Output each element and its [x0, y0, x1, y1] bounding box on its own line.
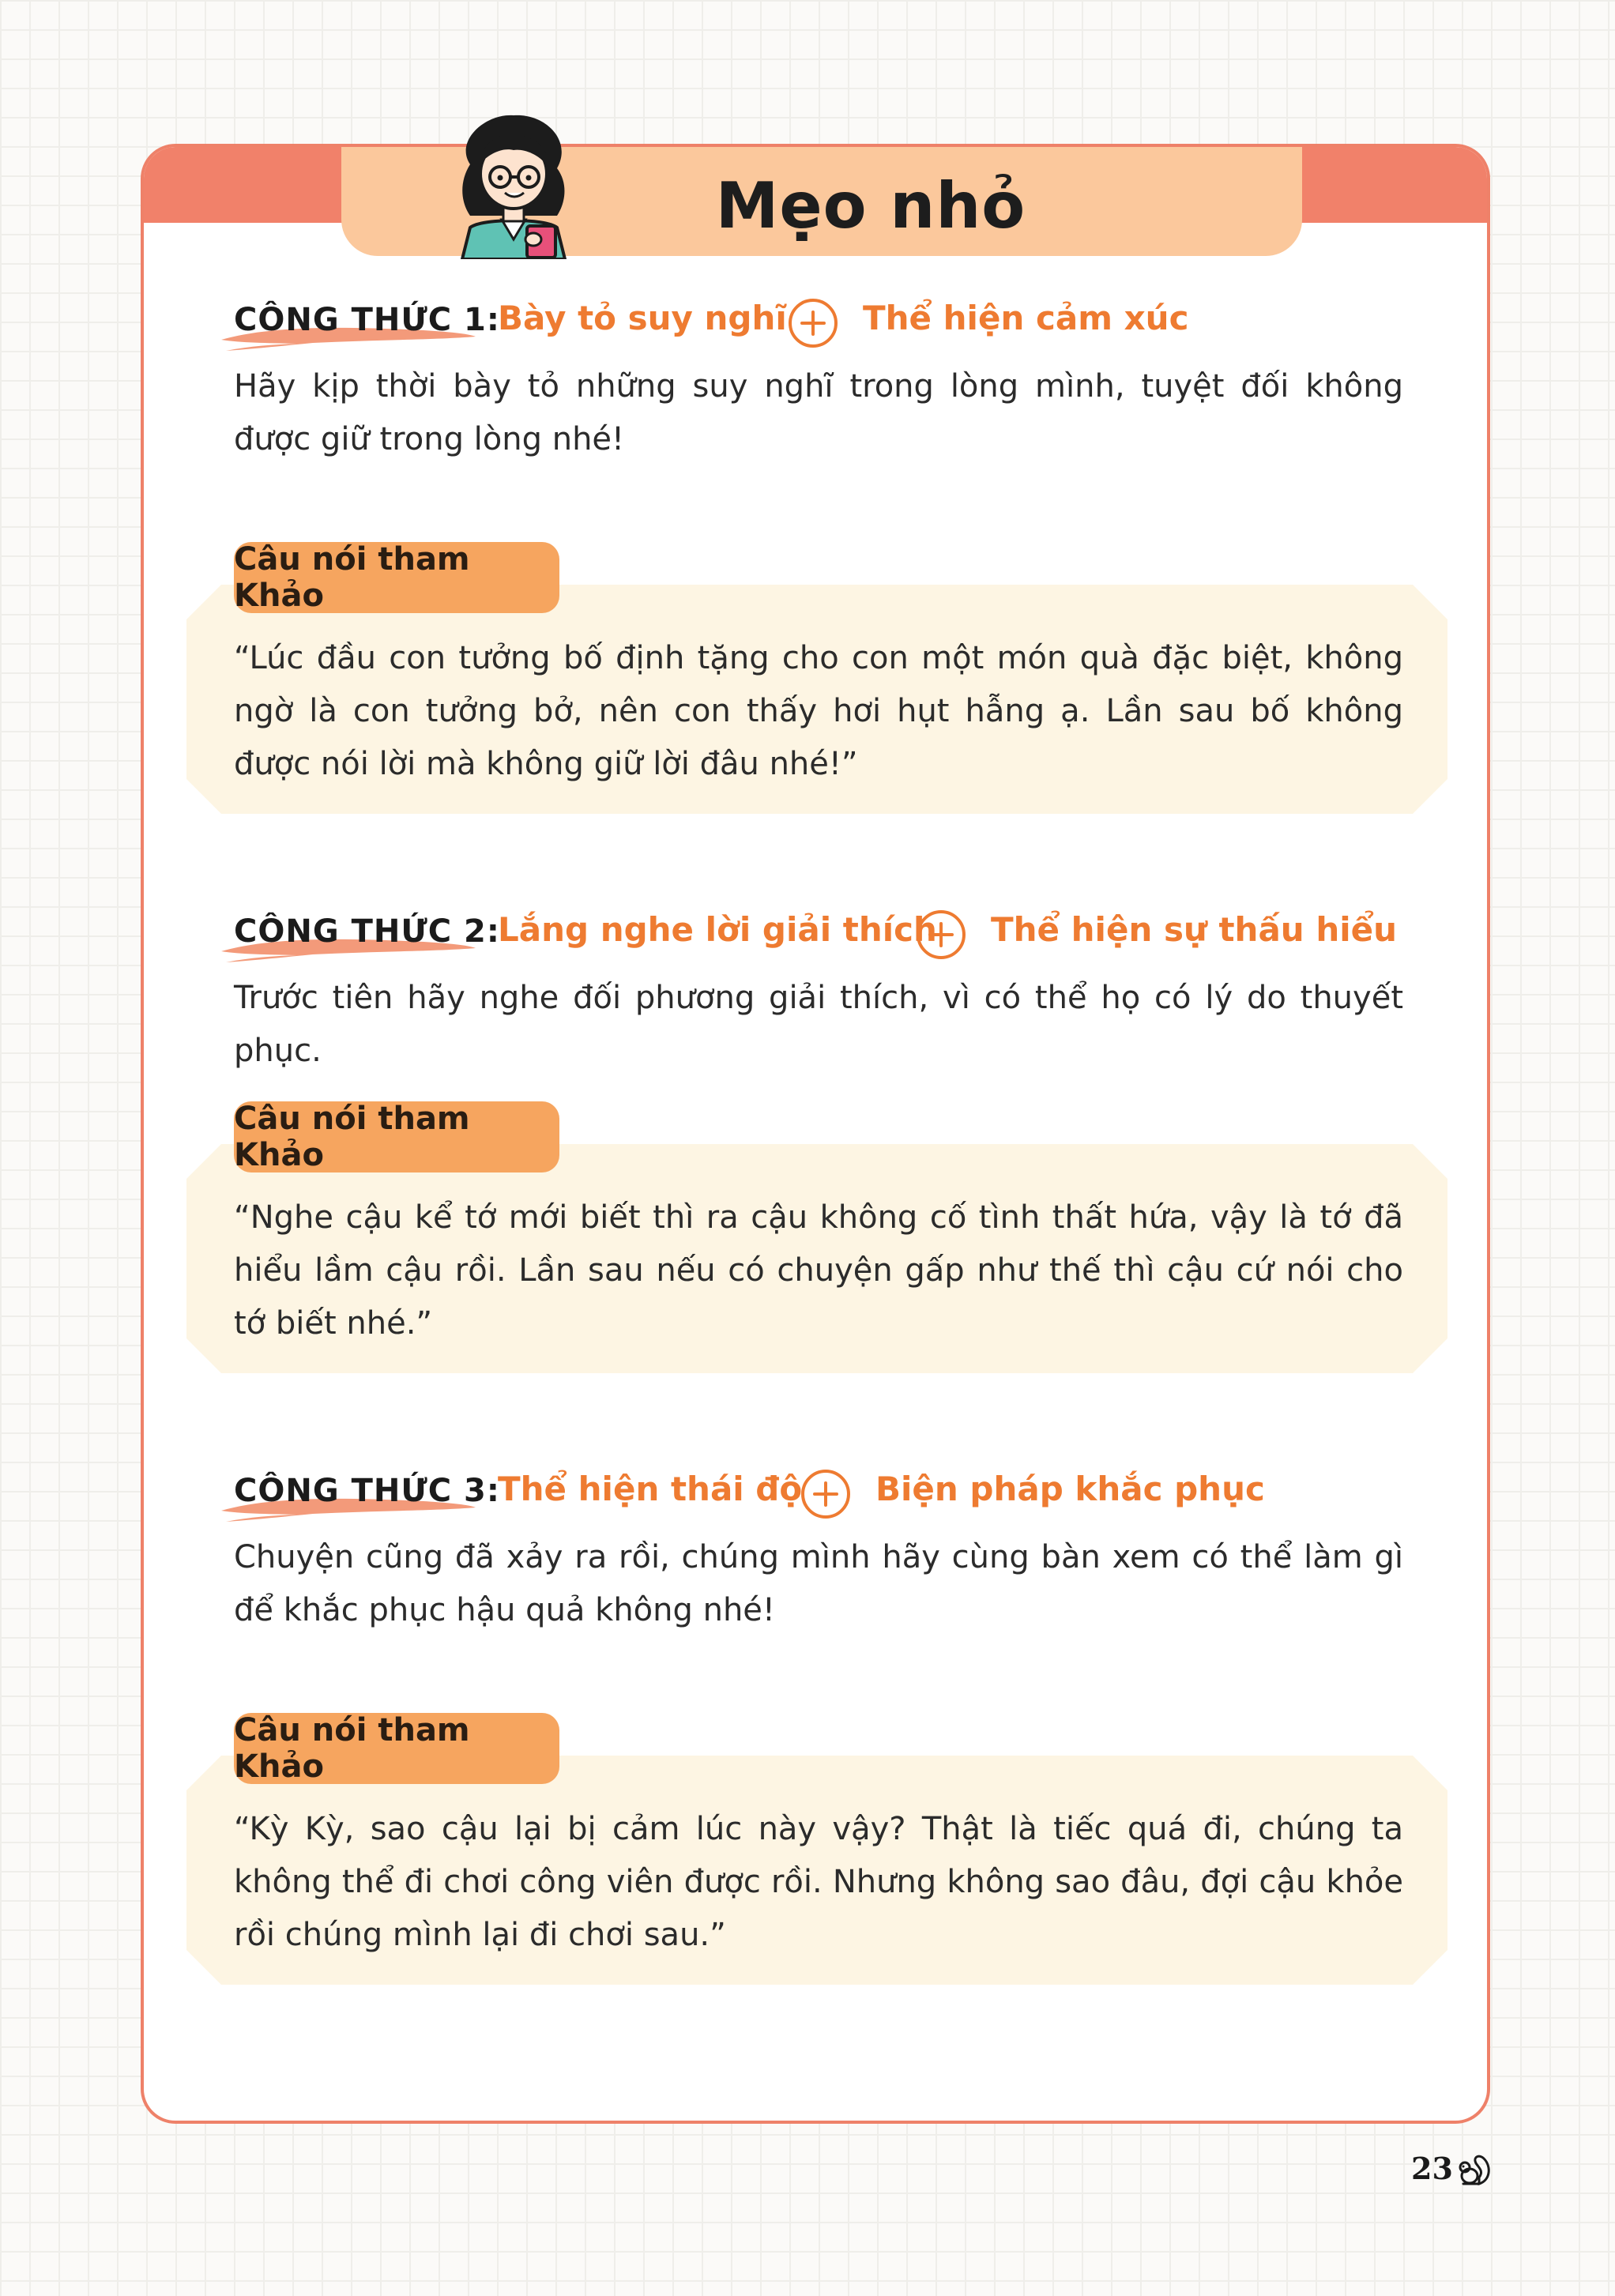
- formula-label: [234, 302, 500, 352]
- formula-1: [234, 299, 1189, 354]
- formula-part-2: Thể hiện cảm xúc: [863, 299, 1189, 337]
- formula-part-2: Thể hiện sự thấu hiểu: [991, 910, 1398, 949]
- formula-description: Trước tiên hãy nghe đối phương giải thích, vì có thể họ có lý do thuyết phục.: [234, 980, 1403, 1069]
- plus-circle-icon: [798, 1466, 853, 1522]
- formula-3: [234, 1470, 1265, 1525]
- formula-description: Chuyện cũng đã xảy ra rồi, chúng mình hãy cùng bàn xem có thể làm gì để khắc phục hậu quả không nhé!: [234, 1539, 1403, 1628]
- formula-part-2: Biện pháp khắc phục: [875, 1470, 1265, 1508]
- formula-part-1: Lắng nghe lời giải thích: [498, 910, 937, 949]
- squirrel-icon: [1455, 2152, 1492, 2189]
- formula-description: Hãy kịp thời bày tỏ những suy nghĩ trong lòng mình, tuyệt đối không được giữ trong lòng nhé!: [234, 368, 1403, 457]
- formula-2: [234, 910, 1398, 965]
- plus-circle-icon: [913, 907, 969, 962]
- reference-tag: Câu nói tham Khảo: [234, 542, 559, 613]
- reference-quote: “Kỳ Kỳ, sao cậu lại bị cảm lúc này vậy? Thật là tiếc quá đi, chúng ta không thể đi chơi công viên được rồi. Nhưng không sao đâu, đợi cậu khỏe rồi chúng mình lại đi chơi sau.”: [234, 1811, 1403, 1953]
- plus-circle-icon: [785, 295, 841, 351]
- reference-quote: “Nghe cậu kể tớ mới biết thì ra cậu không cố tình thất hứa, vậy là tớ đã hiểu lầm cậu rồi. Lần sau nếu có chuyện gấp như thế thì cậu cứ nói cho tớ biết nhé.”: [234, 1199, 1403, 1342]
- formula-part-1: Bày tỏ suy nghĩ: [498, 299, 787, 337]
- formula-part-1: Thể hiện thái độ: [498, 1470, 803, 1508]
- formula-label: [234, 1473, 500, 1523]
- page-title: Mẹo nhỏ: [715, 169, 1026, 243]
- reference-quote: “Lúc đầu con tưởng bố định tặng cho con một món quà đặc biệt, không ngờ là con tưởng bở, nên con thấy hơi hụt hẫng ạ. Lần sau bố không được nói lời mà không giữ lời đâu nhé!”: [234, 640, 1403, 782]
- girl-mascot-icon: [439, 109, 589, 259]
- formula-label-text: CÔNG THỨC 2:: [234, 913, 500, 950]
- formula-label: [234, 913, 500, 964]
- formula-label-text: CÔNG THỨC 1:: [234, 302, 500, 338]
- reference-tag: Câu nói tham Khảo: [234, 1101, 559, 1172]
- formula-label-text: CÔNG THỨC 3:: [234, 1473, 500, 1509]
- reference-tag: Câu nói tham Khảo: [234, 1713, 559, 1784]
- page-number: 23: [1411, 2151, 1453, 2186]
